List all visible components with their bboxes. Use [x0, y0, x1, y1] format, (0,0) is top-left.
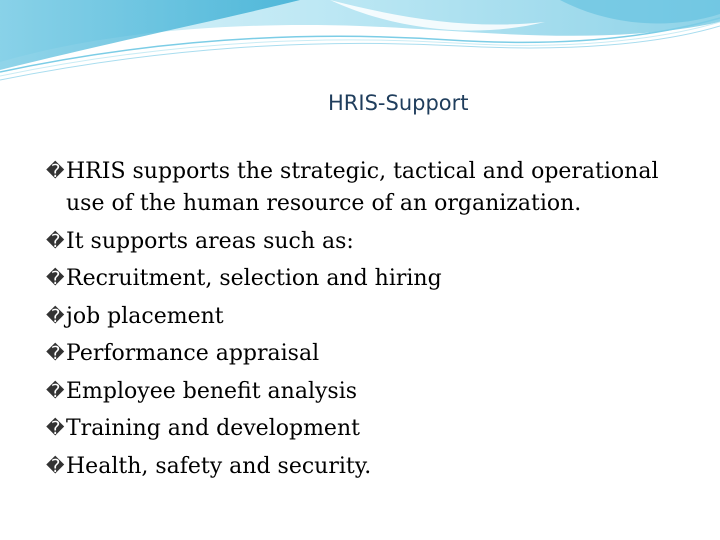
- bullet-text-continuation: use of the human resource of an organization.: [66, 191, 582, 216]
- bullet-item: [46, 301, 696, 333]
- bullet-text: job placement: [66, 303, 224, 329]
- bullet-text: HRIS supports the strategic, tactical and operational: [66, 159, 659, 184]
- bullet-item: [46, 226, 696, 258]
- bullet-marker-icon: �: [46, 455, 65, 477]
- bullet-marker-icon: �: [46, 343, 65, 364]
- bullet-item: [46, 376, 696, 408]
- bullet-text: It supports areas such as:: [66, 228, 354, 254]
- bullet-item: [46, 263, 696, 295]
- bullet-text: Health, safety and security.: [66, 453, 372, 479]
- bullet-item: [46, 156, 696, 220]
- bullet-item: [46, 413, 696, 445]
- bullet-marker-icon: �: [46, 161, 65, 182]
- bullet-text: Recruitment, selection and hiring: [66, 266, 442, 291]
- bullet-list: [46, 156, 696, 488]
- slide-title: HRIS-Support: [328, 91, 469, 115]
- bullet-marker-icon: �: [46, 380, 65, 402]
- bullet-text: Employee benefit analysis: [66, 378, 358, 404]
- bullet-text: Performance appraisal: [66, 341, 320, 366]
- bullet-marker-icon: �: [46, 230, 65, 252]
- bullet-item: [46, 338, 696, 370]
- bullet-marker-icon: �: [46, 418, 65, 439]
- wave-header-graphic: [0, 0, 720, 100]
- bullet-text: Training and development: [66, 416, 360, 441]
- bullet-marker-icon: �: [46, 305, 65, 327]
- bullet-item: [46, 451, 696, 483]
- bullet-marker-icon: �: [46, 268, 65, 289]
